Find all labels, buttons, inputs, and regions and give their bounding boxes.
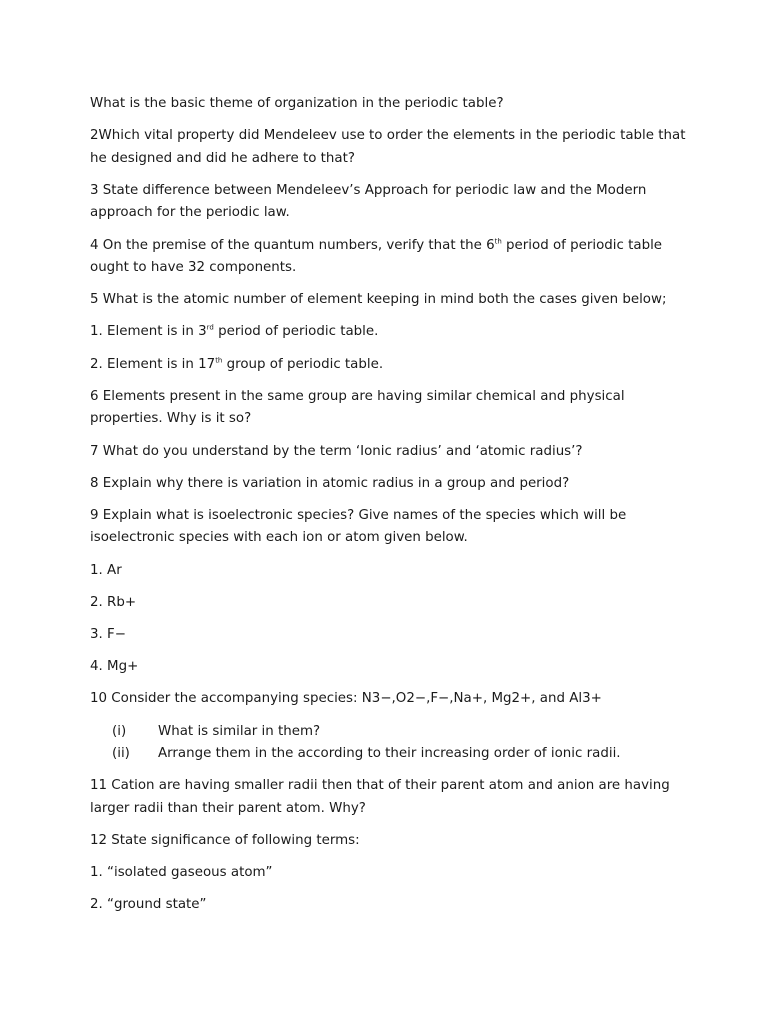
question-5-case-2-start: 2. Element is in 17 [90, 356, 216, 372]
question-4-text-start: 4 On the premise of the quantum numbers, verify that the 6 [90, 237, 495, 253]
question-5-case-1-start: 1. Element is in 3 [90, 324, 207, 340]
question-9-item: 4. Mg+ [90, 659, 139, 675]
subitem-marker: (ii) [112, 746, 130, 761]
document-page [90, 93, 690, 926]
question-5-case-1-superscript: rd [206, 323, 214, 332]
question-5-case-1-end: period of periodic table. [213, 324, 379, 340]
question-1: What is the basic theme of organization in the periodic table? [90, 96, 504, 111]
question-7: 7 What do you understand by the term ‘Ionic radius’ and ‘atomic radius’? [90, 443, 583, 459]
question-9-item: 2. Rb+ [90, 594, 137, 610]
question-9: 9 Explain what is isoelectronic species? Give names of the species which will be isoelectronic species with each ion or atom given below. [90, 507, 627, 546]
question-9-item: 3. F− [90, 626, 126, 642]
question-12-item: 2. “ground state” [90, 897, 207, 913]
question-5-case-1 [90, 321, 690, 344]
question-5-case-2-end: group of periodic table. [222, 356, 384, 372]
question-3: 3 State difference between Mendeleev’s Approach for periodic law and the Modern approach for the periodic law. [90, 182, 647, 221]
question-11: 11 Cation are having smaller radii then that of their parent atom and anion are having larger radii than their parent atom. Why? [90, 778, 670, 816]
question-10-subitem [90, 721, 690, 744]
question-10-sublist [90, 721, 690, 766]
subitem-text: What is similar in them? [158, 723, 321, 739]
question-5-case-2-superscript: th [215, 356, 223, 365]
subitem-marker: (i) [112, 723, 127, 739]
question-6: 6 Elements present in the same group are having similar chemical and physical properties. Why is it so? [90, 388, 625, 427]
question-8: 8 Explain why there is variation in atomic radius in a group and period? [90, 475, 570, 491]
question-10: 10 Consider the accompanying species: N3−,O2−,F−,Na+, Mg2+, and Al3+ [90, 691, 602, 707]
question-4 [90, 235, 690, 280]
question-5-case-2 [90, 354, 690, 377]
question-5: 5 What is the atomic number of element keeping in mind both the cases given below; [90, 292, 667, 308]
question-9-item: 1. Ar [90, 562, 122, 578]
question-4-superscript: th [494, 237, 502, 246]
subitem-text: Arrange them in the according to their increasing order of ionic radii. [158, 746, 621, 761]
question-12: 12 State significance of following terms: [90, 832, 360, 848]
question-10-subitem [90, 743, 690, 766]
question-12-item: 1. “isolated gaseous atom” [90, 865, 273, 881]
question-4-text-end: period of periodic table ought to have 32 components. [90, 237, 663, 276]
question-2: 2Which vital property did Mendeleev use to order the elements in the periodic table that he designed and did he adhere to that? [90, 128, 686, 166]
